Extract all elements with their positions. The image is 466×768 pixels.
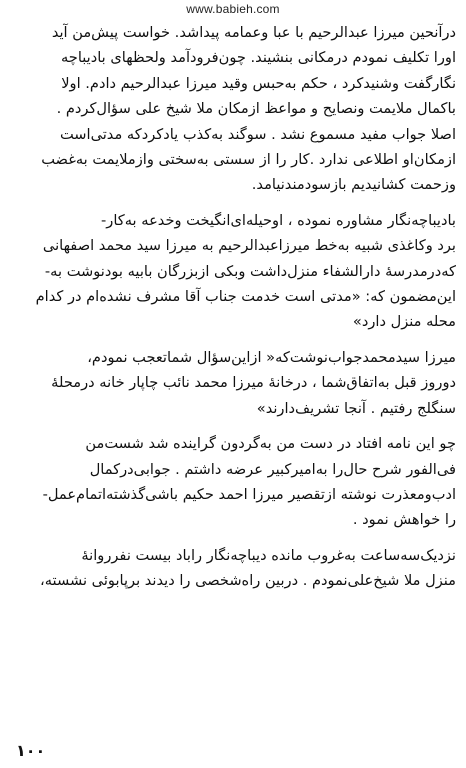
- text-line: اصلا جواب مفید مسموع نشد . سوگند به‌کذب یادکرد‌که مدتی‌است: [59, 125, 456, 143]
- page-number: ۱۰۰: [16, 741, 46, 760]
- text-line: باکمال ملایمت ونصایح و مواعظ ازمکان ملا شیخ علی سؤال‌کردم .: [56, 100, 456, 118]
- text-line: این‌مضمون که: «مدتی است خدمت جناب آقا مشرف نشده‌ام در کدام: [35, 288, 456, 306]
- text-line: بادیباچه‌نگار مشاوره نموده ، اوحیله‌ای‌انگیخت وخدعه به‌کار-: [101, 211, 456, 229]
- text-line: اورا تکلیف نمودم درمکانی بنشیند. چون‌فرودآمد ولحظهای بادیباچه‌: [60, 49, 456, 67]
- text-line: دوروز قبل به‌اتفاق‌شما ، درخانهٔ میرزا محمد نائب چاپار خانه درمحلهٔ: [51, 374, 456, 392]
- site-watermark: www.babieh.com: [186, 2, 280, 16]
- paragraph-2: [10, 208, 456, 335]
- text-line: را خواهش نمود .: [352, 511, 456, 529]
- verse-line: چو این نامه افتاد در دست من به‌گردون گراینده شد شست‌من: [85, 435, 456, 453]
- paragraph-5: [10, 543, 456, 594]
- text-line: منزل ملا شیخ‌علی‌نمودم . دربین راه‌شخصی را دیدند برپابوئی نشسته،: [40, 572, 456, 590]
- paragraph-1: [10, 20, 456, 198]
- text-line: سنگلج رفتیم . آنجا تشریف‌دارند»: [256, 399, 456, 417]
- text-line: برد وکاغذی شبیه به‌خط میرزاعبدالرحیم به میرزا سید محمد اصفهانی: [42, 237, 456, 255]
- text-line: و‌زحمت کشانیدیم بازسودمندنیامد.: [251, 176, 456, 194]
- text-line: ازمکان‌او اطلاعی ندارد .کار را از سستی به‌سختی وازملایمت به‌غضب: [41, 151, 456, 169]
- paragraph-3: [10, 345, 456, 421]
- text-line: نگارگفت وشنیدکرد ، حکم به‌حبس وقید میرزا عبدالرحیم دادم. اولا: [61, 74, 456, 92]
- body-text: [10, 20, 456, 594]
- text-line: ادب‌ومعذرت نوشته ازتقصیر میرزا احمد حکیم باشی‌گذشته‌اتمام‌عمل-: [42, 485, 456, 503]
- text-line: میرزا سیدمحمدجواب‌نوشت‌که« ازاین‌سؤال شماتعجب نمودم،: [87, 348, 456, 366]
- text-line: محله منزل دارد»: [352, 313, 456, 331]
- text-line: فی‌الفور شرح حال‌را به‌امیرکبیر عرضه داشتم . جوابی‌درکمال: [89, 460, 456, 478]
- text-line: درآنحین میرزا عبدالرحیم با عبا وعمامه پیداشد. خواست پیش‌من آید: [51, 24, 456, 41]
- paragraph-4: [10, 431, 456, 533]
- text-line: نزدیک‌سه‌ساعت به‌غروب مانده دیباچه‌نگار راباد بیست نفرروانهٔ: [81, 546, 456, 564]
- text-line: که‌درمدرسهٔ دارالشفاء منزل‌داشت وبکی ازبزرگان بابیه بودنوشت به-: [44, 262, 456, 280]
